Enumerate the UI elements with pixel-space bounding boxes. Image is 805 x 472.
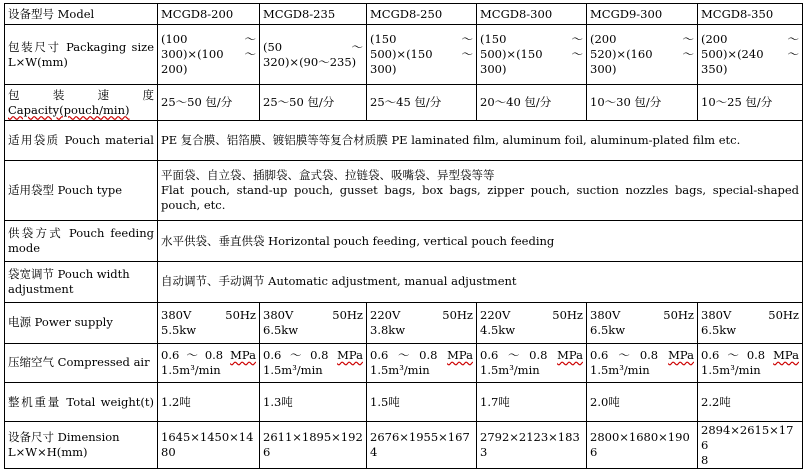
bag-size-line	[701, 47, 799, 62]
air-flow: 1.5m³/min	[161, 362, 221, 377]
air-pressure-sep: ～	[618, 347, 630, 362]
width-adj-value: 自动调节、手动调节 Automatic adjustment, manual adjustment	[158, 261, 803, 302]
capacity-cell: 20～40 包/分	[477, 84, 587, 120]
air-pressure-to: 0.8	[639, 347, 659, 362]
capacity-cell: 25～45 包/分	[367, 84, 477, 120]
dimension-line2: 8	[701, 452, 709, 467]
dimension-line1: 2792×2123×183	[480, 430, 580, 445]
power-frequency: 50Hz	[552, 307, 583, 322]
bag-size-line: 300)	[480, 62, 507, 77]
row-material	[5, 121, 803, 160]
power-line	[590, 308, 694, 323]
air-cell	[698, 343, 803, 382]
dimension-cell	[367, 422, 477, 469]
bag-size-cell	[477, 25, 587, 85]
row-model	[5, 4, 803, 25]
dimension-cell	[587, 422, 698, 469]
row-feeding	[5, 221, 803, 261]
row-pouch-type	[5, 160, 803, 221]
power-voltage: 220V	[480, 307, 511, 322]
air-pressure	[370, 348, 473, 363]
capacity-label-en-text: Capacity(pouch/min)	[8, 102, 130, 117]
bag-size-from: (150	[370, 32, 397, 47]
dimension-line2: 3	[480, 445, 488, 460]
row-dimension	[5, 422, 803, 469]
model-cell: MCGD8-235	[260, 4, 367, 25]
air-cell	[158, 343, 260, 382]
bag-size-line	[263, 40, 363, 55]
dimension-line1: 2676×1955×167	[370, 430, 470, 445]
power-frequency: 50Hz	[768, 307, 799, 322]
bag-size-sep: ～	[682, 32, 694, 47]
bag-size-mid: 500)×(150	[480, 47, 543, 62]
power-voltage: 380V	[263, 307, 294, 322]
bag-size-from: (200	[701, 32, 728, 47]
power-kw: 6.5kw	[590, 322, 626, 337]
power-kw: 5.5kw	[161, 322, 197, 337]
air-pressure-from: 0.6	[590, 347, 609, 362]
bag-size-line: 300)	[370, 62, 397, 77]
weight-cell: 1.2吨	[158, 383, 260, 422]
bag-size-sep2: ～	[571, 47, 583, 62]
bag-size-line: 200)	[161, 62, 188, 77]
power-cell	[260, 303, 367, 343]
power-kw: 6.5kw	[701, 322, 737, 337]
bag-size-sep2: ～	[787, 47, 799, 62]
bag-size-from: (50	[263, 39, 283, 54]
model-cell: MCGD8-250	[367, 4, 477, 25]
air-cell	[477, 343, 587, 382]
power-cell	[158, 303, 260, 343]
power-frequency: 50Hz	[225, 307, 256, 322]
bag-size-cell	[587, 25, 698, 85]
dimension-line1: 2894×2615×176	[701, 422, 794, 452]
air-pressure-to: 0.8	[746, 347, 766, 362]
air-pressure-unit: MPa	[337, 347, 363, 362]
air-pressure-sep: ～	[289, 347, 302, 362]
power-kw: 3.8kw	[370, 322, 406, 337]
model-cell: MCGD9-300	[587, 4, 698, 25]
power-line	[263, 308, 363, 323]
power-cell	[367, 303, 477, 343]
bag-size-from: (200	[590, 32, 617, 47]
capacity-label-cn: 包装速度	[8, 87, 154, 102]
material-value: PE 复合膜、铝箔膜、镀铝膜等等复合材质膜 PE laminated film, aluminum foil, aluminum-plated film etc.	[158, 121, 803, 160]
capacity-label-en	[8, 103, 154, 118]
power-kw: 6.5kw	[263, 322, 299, 337]
air-pressure-unit: MPa	[447, 347, 473, 362]
air-pressure-from: 0.6	[370, 347, 389, 362]
air-pressure-unit: MPa	[230, 347, 256, 362]
bag-size-sep: ～	[461, 32, 473, 47]
air-pressure-sep: ～	[507, 347, 520, 362]
pouch-type-en: Flat pouch, stand-up pouch, gusset bags, box bags, zipper pouch, suction nozzles bags, special-shaped pouch, etc.	[161, 182, 799, 212]
air-pressure-sep: ～	[727, 347, 739, 362]
bag-size-sep: ～	[787, 32, 799, 47]
air-pressure-from: 0.6	[161, 347, 180, 362]
power-cell	[698, 303, 803, 343]
air-pressure-unit: MPa	[557, 347, 583, 362]
air-pressure-to: 0.8	[529, 347, 548, 362]
row-power	[5, 303, 803, 343]
dimension-line2: 6	[590, 445, 598, 460]
dimension-line1: 1645×1450×14	[161, 430, 254, 445]
pouch-type-label: 适用袋型 Pouch type	[5, 160, 158, 221]
air-pressure-unit: MPa	[668, 347, 694, 362]
width-adj-label: 袋宽调节 Pouch width adjustment	[5, 261, 158, 302]
weight-cell: 2.0吨	[587, 383, 698, 422]
model-cell: MCGD8-300	[477, 4, 587, 25]
bag-size-line	[161, 47, 256, 62]
model-cell: MCGD8-200	[158, 4, 260, 25]
dimension-cell	[698, 422, 803, 469]
dimension-line2: 80	[161, 445, 176, 460]
bag-size-mid: 300)×(100	[161, 47, 224, 62]
bag-size-mid: 500)×(150	[370, 47, 433, 62]
power-frequency: 50Hz	[663, 307, 694, 322]
bag-size-sep: ～	[571, 32, 583, 47]
air-pressure	[590, 348, 694, 363]
air-cell	[260, 343, 367, 382]
dimension-line1: 2800×1680×190	[590, 430, 690, 445]
pouch-type-value	[158, 160, 803, 221]
bag-size-sep2: ～	[682, 47, 694, 62]
bag-size-line	[590, 47, 694, 62]
capacity-cell: 25～50 包/分	[260, 84, 367, 120]
bag-size-from: (150	[480, 32, 507, 47]
weight-cell: 1.5吨	[367, 383, 477, 422]
bag-size-mid: 520)×(160	[590, 47, 653, 62]
power-line	[370, 308, 473, 323]
air-pressure-sep: ～	[186, 347, 198, 362]
weight-cell: 2.2吨	[698, 383, 803, 422]
row-capacity	[5, 84, 803, 120]
power-voltage: 380V	[590, 307, 621, 322]
power-line	[480, 308, 583, 323]
feeding-label: 供袋方式 Pouch feeding mode	[5, 221, 158, 261]
bag-size-sep2: ～	[244, 47, 256, 62]
bag-size-line: 300)	[590, 62, 617, 77]
material-label: 适用袋质 Pouch material	[5, 121, 158, 160]
air-pressure	[161, 348, 256, 363]
air-pressure	[701, 348, 799, 363]
bag-size-cell	[698, 25, 803, 85]
feeding-value: 水平供袋、垂直供袋 Horizontal pouch feeding, vertical pouch feeding	[158, 221, 803, 261]
bag-size-line	[480, 47, 583, 62]
bag-size-line	[370, 47, 473, 62]
dimension-cell	[260, 422, 367, 469]
bag-size-line	[370, 32, 473, 47]
bag-size-line	[590, 32, 694, 47]
power-voltage: 380V	[161, 307, 192, 322]
power-cell	[477, 303, 587, 343]
dimension-line2: 4	[370, 445, 378, 460]
air-pressure	[263, 348, 363, 363]
bag-size-mid: 320)×(90～235)	[263, 54, 357, 69]
row-width-adj	[5, 261, 803, 302]
bag-size-line	[701, 32, 799, 47]
power-frequency: 50Hz	[442, 307, 473, 322]
air-label: 压缩空气 Compressed air	[5, 343, 158, 382]
weight-cell: 1.3吨	[260, 383, 367, 422]
air-pressure	[480, 348, 583, 363]
air-cell	[367, 343, 477, 382]
bag-size-line: 350)	[701, 62, 728, 77]
dimension-line2: 6	[263, 445, 271, 460]
dimension-label: 设备尺寸 Dimension L×W×H(mm)	[5, 422, 158, 469]
model-label: 设备型号 Model	[5, 4, 158, 25]
bag-size-line	[480, 32, 583, 47]
dimension-cell	[477, 422, 587, 469]
capacity-cell: 10～30 包/分	[587, 84, 698, 120]
power-frequency: 50Hz	[332, 307, 363, 322]
power-voltage: 220V	[370, 307, 401, 322]
pouch-type-cn: 平面袋、自立袋、插脚袋、盒式袋、拉链袋、吸嘴袋、异型袋等等	[161, 167, 495, 182]
air-pressure-from: 0.6	[263, 347, 282, 362]
power-cell	[587, 303, 698, 343]
power-label: 电源 Power supply	[5, 303, 158, 343]
air-flow: 1.5m³/min	[590, 362, 650, 377]
row-bag-size	[5, 25, 803, 85]
weight-cell: 1.7吨	[477, 383, 587, 422]
row-air	[5, 343, 803, 382]
bag-size-label: 包装尺寸 Packaging size L×W(mm)	[5, 25, 158, 85]
air-pressure-from: 0.6	[480, 347, 499, 362]
bag-size-cell	[260, 25, 367, 85]
air-pressure-from: 0.6	[701, 347, 720, 362]
bag-size-cell	[158, 25, 260, 85]
air-pressure-to: 0.8	[310, 347, 329, 362]
capacity-cell: 10～25 包/分	[698, 84, 803, 120]
bag-size-from: (100	[161, 32, 188, 47]
bag-size-line	[263, 55, 363, 70]
bag-size-sep2: ～	[461, 47, 473, 62]
model-cell: MCGD8-350	[698, 4, 803, 25]
air-pressure-sep: ～	[397, 347, 410, 362]
bag-size-sep: ～	[351, 39, 363, 54]
capacity-label	[5, 84, 158, 120]
capacity-cell: 25～50 包/分	[158, 84, 260, 120]
row-weight	[5, 383, 803, 422]
air-pressure-to: 0.8	[204, 347, 224, 362]
air-flow: 1.5m³/min	[701, 362, 761, 377]
air-pressure-to: 0.8	[419, 347, 438, 362]
power-voltage: 380V	[701, 307, 732, 322]
air-flow: 1.5m³/min	[263, 362, 323, 377]
power-kw: 4.5kw	[480, 322, 516, 337]
power-line	[161, 308, 256, 323]
bag-size-line	[161, 32, 256, 47]
bag-size-sep: ～	[244, 32, 256, 47]
weight-label: 整机重量 Total weight(t)	[5, 383, 158, 422]
air-flow: 1.5m³/min	[480, 362, 540, 377]
air-cell	[587, 343, 698, 382]
air-pressure-unit: MPa	[773, 347, 799, 362]
spec-table	[4, 3, 803, 469]
power-line	[701, 308, 799, 323]
bag-size-cell	[367, 25, 477, 85]
bag-size-mid: 500)×(240	[701, 47, 764, 62]
dimension-line1: 2611×1895×192	[263, 430, 363, 445]
air-flow: 1.5m³/min	[370, 362, 430, 377]
dimension-cell	[158, 422, 260, 469]
